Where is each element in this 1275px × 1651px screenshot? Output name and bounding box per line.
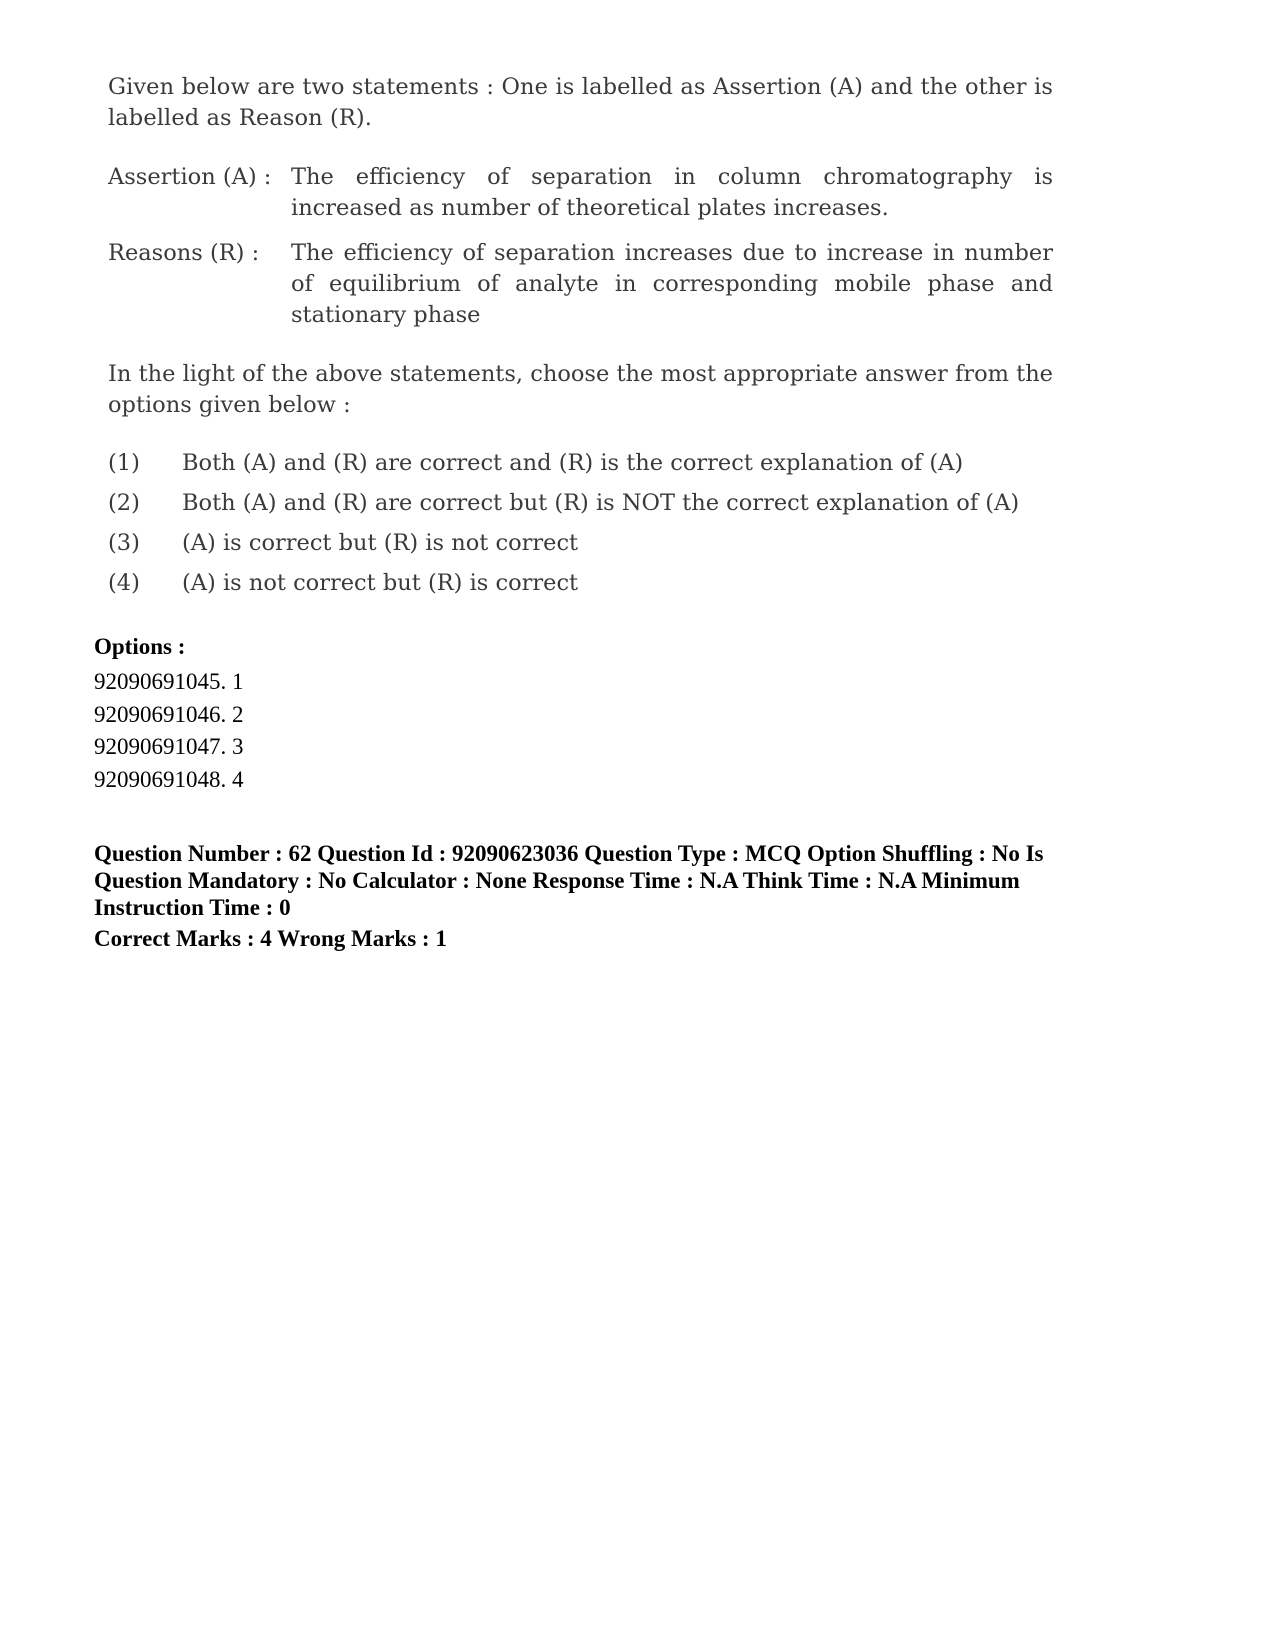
question-intro: Given below are two statements : One is labelled as Assertion (A) and the other is labelled as Reason (R).: [108, 74, 1053, 131]
option-item: 92090691046. 2: [94, 701, 244, 727]
reason-row: [108, 238, 1053, 331]
question-info: Question Number : 62 Question Id : 92090623036 Question Type : MCQ Option Shuffling : No Is Question Mandatory : No Calculator : None Response Time : N.A Think Time : N.A Minimum Instruction Time : 0: [94, 841, 1044, 920]
options-list: [94, 666, 244, 796]
choice-number: (2): [108, 489, 140, 516]
reason-label: Reasons (R) :: [108, 240, 260, 266]
question-prompt: In the light of the above statements, choose the most appropriate answer from the options given below :: [108, 361, 1053, 418]
reason-text: The efficiency of separation increases due to increase in number of equilibrium of analyte in corresponding mobile phase and stationary phase: [291, 240, 1053, 328]
choice-number: (1): [108, 449, 140, 476]
choice-number: (4): [108, 569, 140, 596]
choice-3: [108, 523, 1053, 563]
option-item: 92090691047. 3: [94, 734, 244, 759]
choice-text: Both (A) and (R) are correct but (R) is NOT the correct explanation of (A): [182, 489, 1020, 516]
choice-text: (A) is correct but (R) is not correct: [182, 529, 579, 556]
option-item: 92090691045. 1: [94, 669, 244, 694]
assertion-label: Assertion (A) :: [108, 164, 272, 190]
choice-number: (3): [108, 529, 140, 556]
options-heading: Options :: [94, 634, 186, 659]
assertion-row: [108, 162, 1053, 224]
choice-4: [108, 563, 1053, 603]
answer-choices: [108, 443, 1053, 603]
question-image: [108, 72, 1053, 603]
choice-text: Both (A) and (R) are correct and (R) is the correct explanation of (A): [182, 449, 964, 476]
marks-info: Correct Marks : 4 Wrong Marks : 1: [94, 926, 447, 951]
choice-1: [108, 443, 1053, 483]
assertion-text: The efficiency of separation in column chromatography is increased as number of theoretical plates increases.: [291, 164, 1053, 221]
option-item: 92090691048. 4: [94, 766, 244, 792]
choice-text: (A) is not correct but (R) is correct: [182, 569, 579, 596]
choice-2: [108, 483, 1053, 523]
